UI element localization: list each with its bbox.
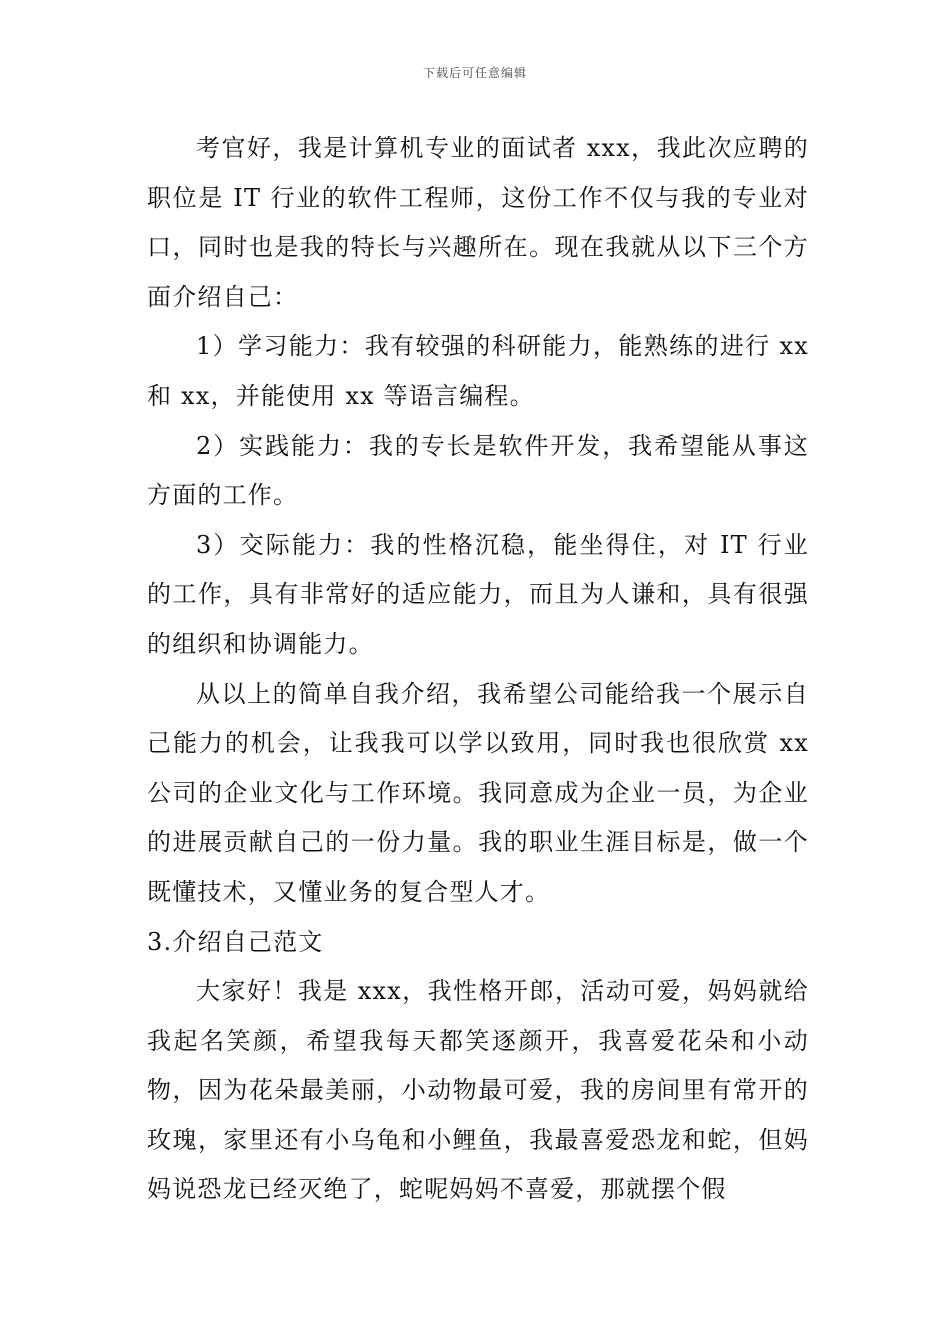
paragraph-intro: 考官好，我是计算机专业的面试者 xxx，我此次应聘的职位是 IT 行业的软件工程师，这份工作不仅与我的专业对口，同时也是我的特长与兴趣所在。现在我就从以下三个方面介绍自己： (147, 134, 809, 311)
paragraph-sample-intro: 大家好！我是 xxx，我性格开郎，活动可爱，妈妈就给我起名笑颜，希望我每天都笑逐颜开，我喜爱花朵和小动物，因为花朵最美丽，小动物最可爱，我的房间里有常开的玫瑰，家里还有小乌龟和小鲤鱼，我最喜爱恐龙和蛇，但妈妈说恐龙已经灭绝了，蛇呢妈妈不喜爱，那就摆个假 (147, 977, 809, 1204)
paragraph-conclusion: 从以上的简单自我介绍，我希望公司能给我一个展示自己能力的机会，让我我可以学以致用，同时我也很欣赏 xx 公司的企业文化与工作环境。我同意成为企业一员，为企业的进展贡献自己的一份力量。我的职业生涯目标是，做一个既懂技术，又懂业务的复合型人才。 (147, 679, 809, 906)
paragraph-practical-ability: 2）实践能力：我的专长是软件开发，我希望能从事这方面的工作。 (147, 431, 809, 510)
document-body (147, 124, 809, 1215)
section-heading: 3.介绍自己范文 (147, 927, 324, 956)
paragraph-social-ability: 3）交际能力：我的性格沉稳，能坐得住，对 IT 行业的工作，具有非常好的适应能力，而且为人谦和，具有很强的组织和协调能力。 (147, 530, 809, 658)
paragraph-learning-ability: 1）学习能力：我有较强的科研能力，能熟练的进行 xx 和 xx，并能使用 xx 等语言编程。 (147, 332, 809, 410)
page-header: 下载后可任意编辑 (422, 66, 527, 80)
